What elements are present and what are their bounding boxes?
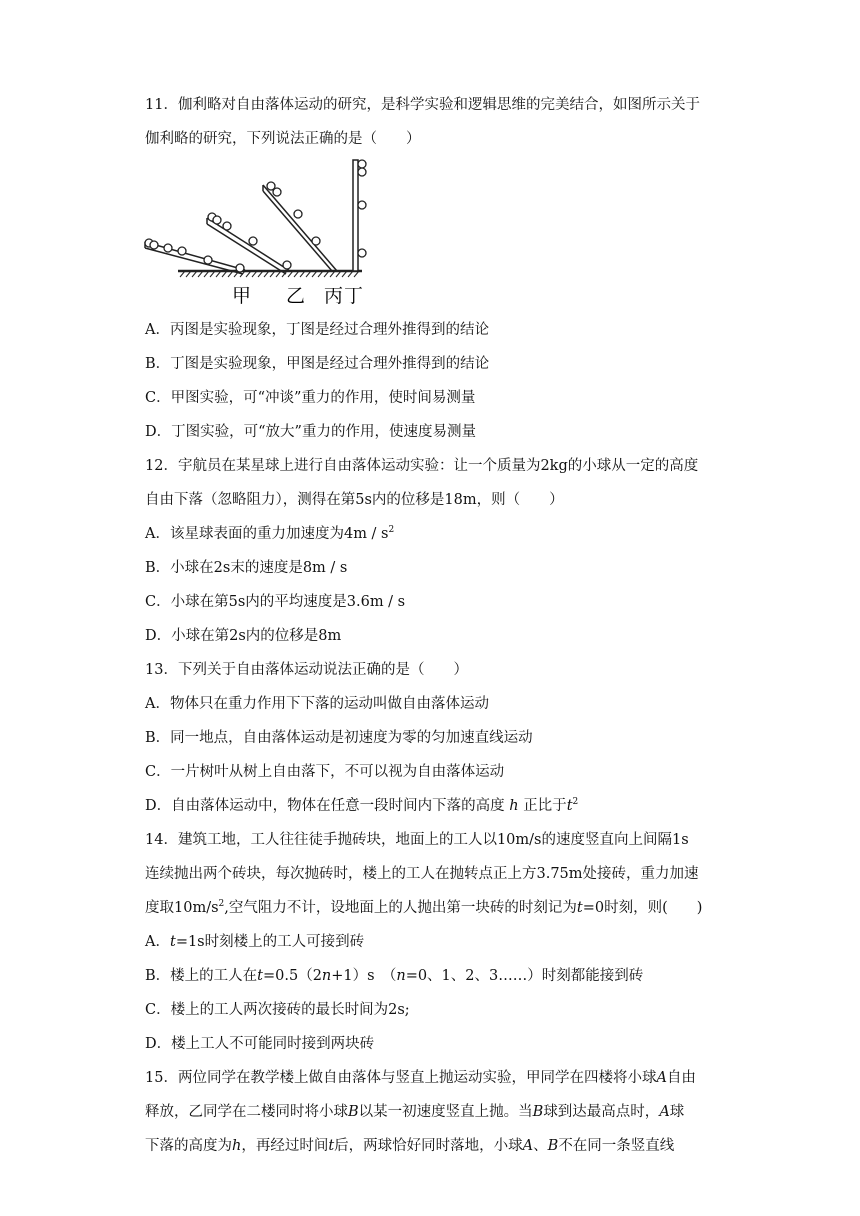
q15-stem-line2	[145, 1102, 684, 1122]
q14-option-b-n2: n	[396, 968, 406, 984]
q15-line2-pre: 释放，乙同学在二楼同时将小球	[145, 1104, 348, 1120]
q13-option-c: C．一片树叶从树上自由落下，不可以视为自由落体运动	[145, 764, 505, 780]
figure-label-bing: 丙	[324, 285, 344, 307]
figure-label-yi: 乙	[286, 285, 306, 307]
q15-line3-pre: 下落的高度为	[145, 1138, 232, 1154]
q15-line2-mid2: 球到达最高点时，	[543, 1104, 660, 1120]
q14-stem-line1: 14．建筑工地，工人往往徒手抛砖块，地面上的工人以10m/s的速度竖直向上间隔1s	[145, 832, 689, 848]
q15-line1-pre: 15．两位同学在教学楼上做自由落体与竖直上抛运动实验，甲同学在四楼将小球	[145, 1070, 657, 1086]
q11-option-a: A．丙图是实验现象，丁图是经过合理外推得到的结论	[145, 322, 489, 338]
q14-line3-mid: ,空气阻力不计，设地面上的人抛出第一块砖的时刻记为	[224, 900, 577, 916]
q14-line3-post: =0时刻，则( )	[582, 900, 703, 916]
incline-bing	[263, 182, 337, 271]
q14-option-d: D．楼上工人不可能同时接到两块砖	[145, 1036, 375, 1052]
q13-option-d-h: h	[509, 798, 519, 814]
q11-option-d: D．丁图实验，可“放大”重力的作用，使速度易测量	[145, 424, 476, 440]
q15-line2-post: 球	[669, 1104, 685, 1120]
q14-option-b-t: t	[257, 968, 263, 984]
q14-option-b-mid: =0.5（2	[262, 968, 322, 984]
q11-stem-line2: 伽利略的研究，下列说法正确的是（ ）	[145, 131, 421, 147]
galileo-incline-figure	[140, 150, 390, 310]
q14-stem-line2: 连续抛出两个砖块，每次抛砖时，楼上的工人在抛转点正上方3.75m处接砖，重力加速	[145, 866, 699, 882]
q12-option-c: C．小球在第5s内的平均速度是3.6m / s	[145, 594, 406, 610]
q12-option-b: B．小球在2s末的速度是8m / s	[145, 560, 348, 576]
q14-option-c: C．楼上的工人两次接砖的最长时间为2s;	[145, 1002, 410, 1018]
q11-option-b: B．丁图是实验现象，甲图是经过合理外推得到的结论	[145, 356, 490, 372]
q14-option-a-pre: A．	[145, 934, 170, 950]
q12-stem-line2: 自由下落（忽略阻力），测得在第5s内的位移是18m，则（ ）	[145, 492, 564, 508]
q15-line1-A: A	[656, 1070, 667, 1086]
q13-option-d-t: t	[566, 798, 573, 814]
q14-line3-exponent: 2	[218, 899, 225, 910]
q15-line2-A: A	[659, 1104, 670, 1120]
q13-stem: 13．下列关于自由落体运动说法正确的是（ ）	[145, 662, 468, 678]
q14-option-a-post: =1s时刻楼上的工人可接到砖	[175, 934, 365, 950]
q12-option-d: D．小球在第2s内的位移是8m	[145, 628, 342, 644]
q13-option-d-pre: D．自由落体运动中，物体在任意一段时间内下落的高度	[145, 798, 505, 814]
q11-stem-line1: 11．伽利略对自由落体运动的研究，是科学实验和逻辑思维的完美结合，如图所示关于	[145, 97, 700, 113]
q13-option-a: A．物体只在重力作用下下落的运动叫做自由落体运动	[145, 696, 489, 712]
q15-line3-h: h	[232, 1138, 242, 1154]
q15-line3-A: A	[522, 1138, 534, 1154]
q14-option-b-n: n	[321, 968, 332, 984]
q14-option-a-t: t	[169, 934, 176, 950]
q15-line3-mid2: 后，两球恰好同时落地，小球	[334, 1138, 523, 1154]
q15-line3-mid: ，再经过时间	[241, 1138, 329, 1154]
q15-line1-post: 自由	[666, 1070, 696, 1086]
q12-option-a-text: A．该星球表面的重力加速度为4m / s	[145, 526, 389, 542]
q12-option-a	[145, 524, 394, 544]
q14-stem-line3	[145, 898, 702, 918]
incline-yi	[207, 213, 291, 274]
q14-option-b-post: =0、1、2、3……）时刻都能接到砖	[405, 968, 644, 984]
q14-option-b	[145, 966, 643, 986]
q13-option-d	[145, 796, 578, 816]
q14-option-b-pre: B．楼上的工人在	[145, 968, 258, 984]
figure-label-jia: 甲	[232, 285, 252, 307]
incline-jia	[145, 239, 245, 274]
q14-line3-pre: 度取10m/s	[145, 900, 219, 916]
q14-option-a	[145, 932, 364, 952]
q13-option-d-mid: 正比于	[523, 798, 567, 814]
figure-label-ding: 丁	[344, 285, 364, 307]
q15-line2-B2: B	[532, 1104, 544, 1120]
q14-line3-t: t	[576, 900, 583, 916]
q13-option-b: B．同一地点，自由落体运动是初速度为零的匀加速直线运动	[145, 730, 533, 746]
q15-line2-mid: 以某一初速度竖直上抛。当	[358, 1104, 533, 1120]
q11-option-c: C．甲图实验，可“冲谈”重力的作用，使时间易测量	[145, 390, 476, 406]
q15-line3-post: 不在同一条竖直线	[558, 1138, 675, 1154]
q15-stem-line1	[145, 1068, 696, 1088]
incline-ding	[353, 160, 366, 271]
q15-line3-sep: 、	[533, 1138, 548, 1154]
q12-option-a-exponent: 2	[388, 525, 395, 536]
q12-stem-line1: 12．宇航员在某星球上进行自由落体运动实验：让一个质量为2kg的小球从一定的高度	[145, 458, 699, 474]
q14-option-b-mid2: +1）s （	[331, 968, 397, 984]
q13-option-d-exponent: 2	[572, 797, 579, 808]
q15-stem-line3	[145, 1136, 674, 1156]
q15-line3-B: B	[547, 1138, 559, 1154]
q15-line2-B: B	[348, 1104, 359, 1120]
q15-line3-t: t	[328, 1138, 335, 1154]
